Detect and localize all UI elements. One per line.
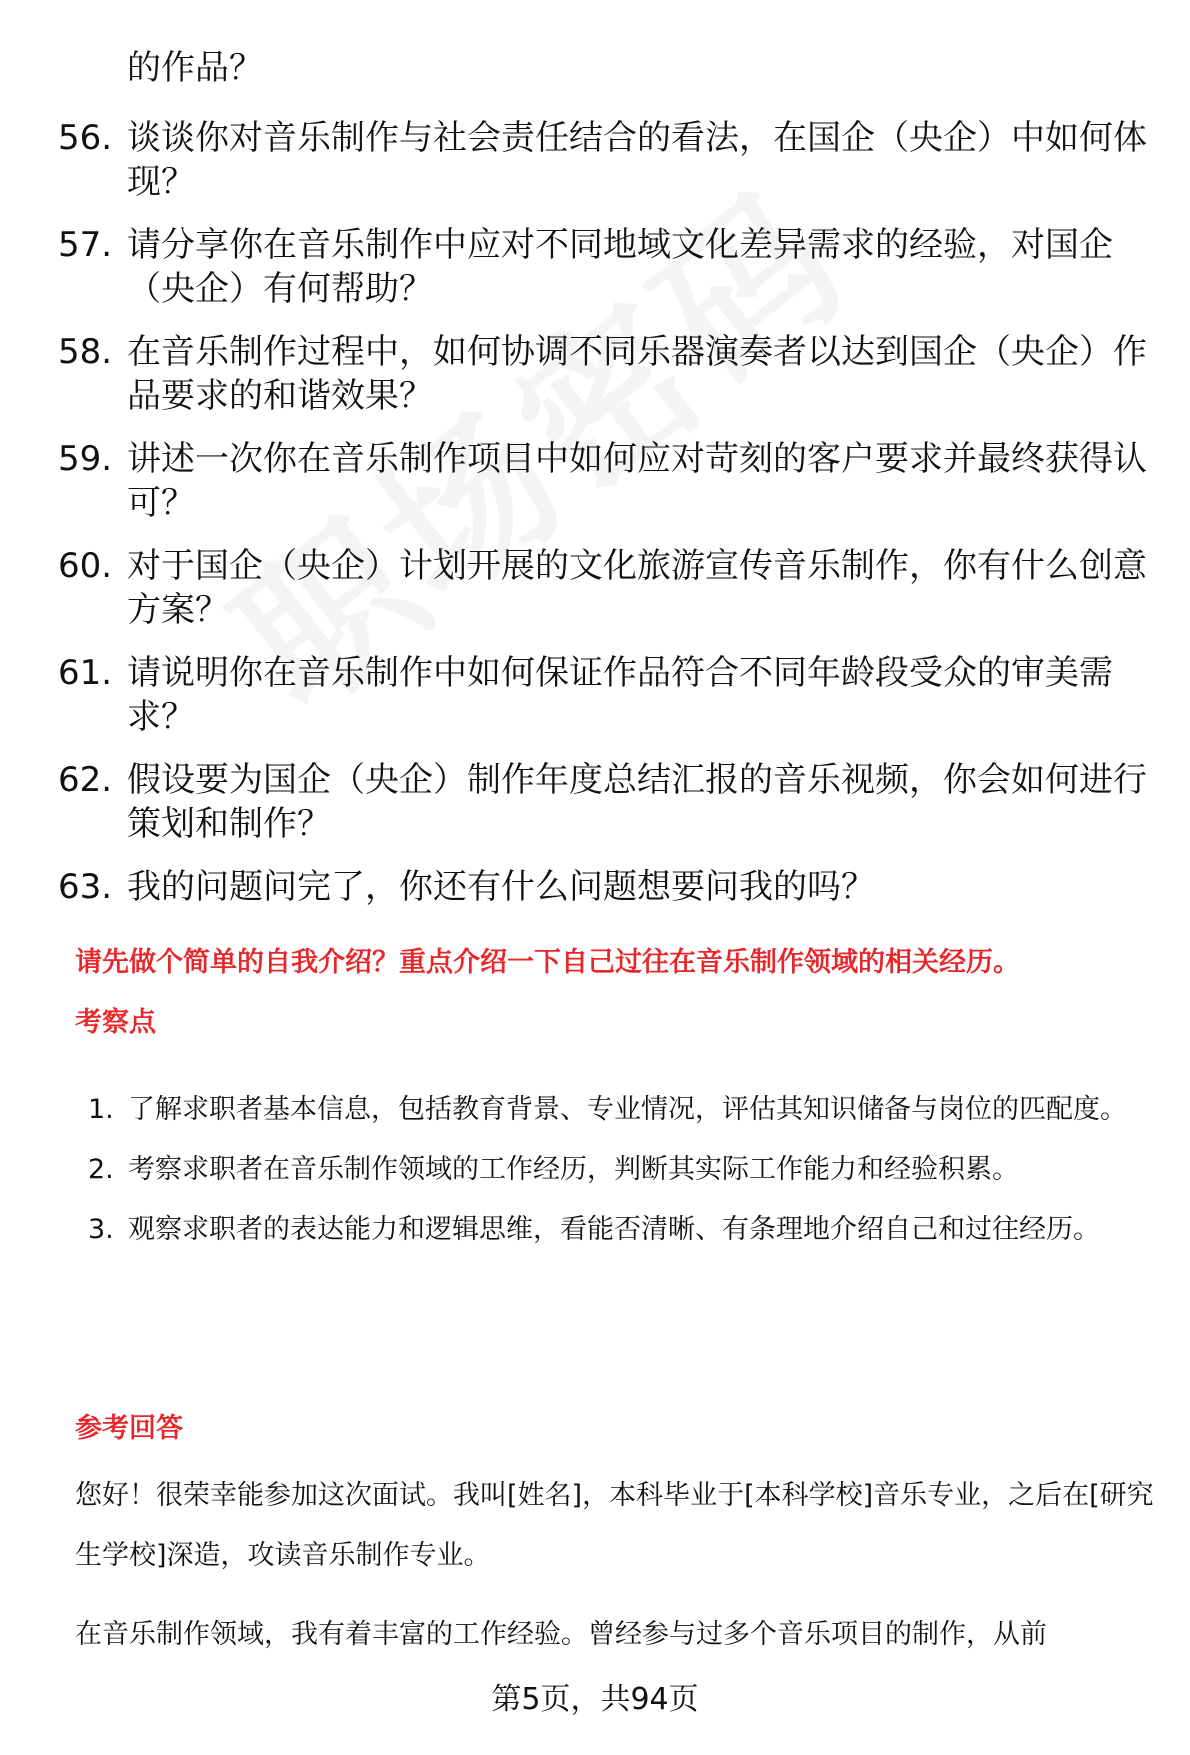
examine-point-item: [88, 1200, 1158, 1260]
question-number: 63.: [58, 867, 113, 907]
question-item: [58, 544, 1148, 632]
question-text: 在音乐制作过程中，如何协调不同乐器演奏者以达到国企（央企）作品要求的和谐效果？: [127, 332, 1147, 416]
page-footer: 第5页，共94页: [491, 1682, 699, 1717]
question-number: 62.: [58, 760, 113, 800]
answer-paragraph: 您好！很荣幸能参加这次面试。我叫[姓名]，本科毕业于[本科学校]音乐专业，之后在[研究生学校]深造，攻读音乐制作专业。: [75, 1480, 1154, 1571]
question-text: 我的问题问完了，你还有什么问题想要问我的吗？: [127, 867, 875, 907]
examine-point-number: 3.: [88, 1214, 114, 1245]
question-text: 讲述一次你在音乐制作项目中如何应对苛刻的客户要求并最终获得认可？: [127, 439, 1147, 523]
question-text: 请说明你在音乐制作中如何保证作品符合不同年龄段受众的审美需求？: [127, 653, 1113, 737]
question-number: 56.: [58, 118, 113, 158]
question-number: 59.: [58, 439, 113, 479]
question-text: 对于国企（央企）计划开展的文化旅游宣传音乐制作，你有什么创意方案？: [127, 546, 1147, 630]
question-continuation: 的作品？: [127, 48, 263, 88]
question-text: 请分享你在音乐制作中应对不同地域文化差异需求的经验，对国企（央企）有何帮助？: [127, 225, 1113, 309]
question-item: [58, 651, 1148, 739]
question-item: [58, 223, 1148, 311]
question-number: 60.: [58, 546, 113, 586]
question-number: 61.: [58, 653, 113, 693]
examine-point-number: 1.: [88, 1094, 114, 1125]
question-number: 58.: [58, 332, 113, 372]
examine-point-text: 考察求职者在音乐制作领域的工作经历，判断其实际工作能力和经验积累。: [128, 1154, 1019, 1185]
answer-paragraph: 在音乐制作领域，我有着丰富的工作经验。曾经参与过多个音乐项目的制作，从前: [75, 1619, 1047, 1650]
examine-points-heading: 考察点: [75, 1007, 156, 1038]
question-item: [58, 437, 1148, 525]
question-text: 假设要为国企（央企）制作年度总结汇报的音乐视频，你会如何进行策划和制作？: [127, 760, 1147, 844]
examine-point-number: 2.: [88, 1154, 114, 1185]
examine-point-item: [88, 1140, 1158, 1200]
reference-answer-heading: 参考回答: [75, 1413, 183, 1444]
examine-points-list: [88, 1080, 1158, 1260]
question-item: [58, 758, 1148, 846]
highlight-question: 请先做个简单的自我介绍？重点介绍一下自己过往在音乐制作领域的相关经历。: [75, 947, 1020, 978]
question-number: 57.: [58, 225, 113, 265]
examine-point-text: 观察求职者的表达能力和逻辑思维，看能否清晰、有条理地介绍自己和过往经历。: [128, 1214, 1100, 1245]
examine-point-text: 了解求职者基本信息，包括教育背景、专业情况，评估其知识储备与岗位的匹配度。: [128, 1094, 1127, 1125]
question-text: 谈谈你对音乐制作与社会责任结合的看法，在国企（央企）中如何体现？: [127, 118, 1147, 202]
examine-point-item: [88, 1080, 1158, 1140]
question-item: [58, 865, 1148, 909]
question-list: [58, 116, 1148, 928]
question-item: [58, 116, 1148, 204]
question-item: [58, 330, 1148, 418]
